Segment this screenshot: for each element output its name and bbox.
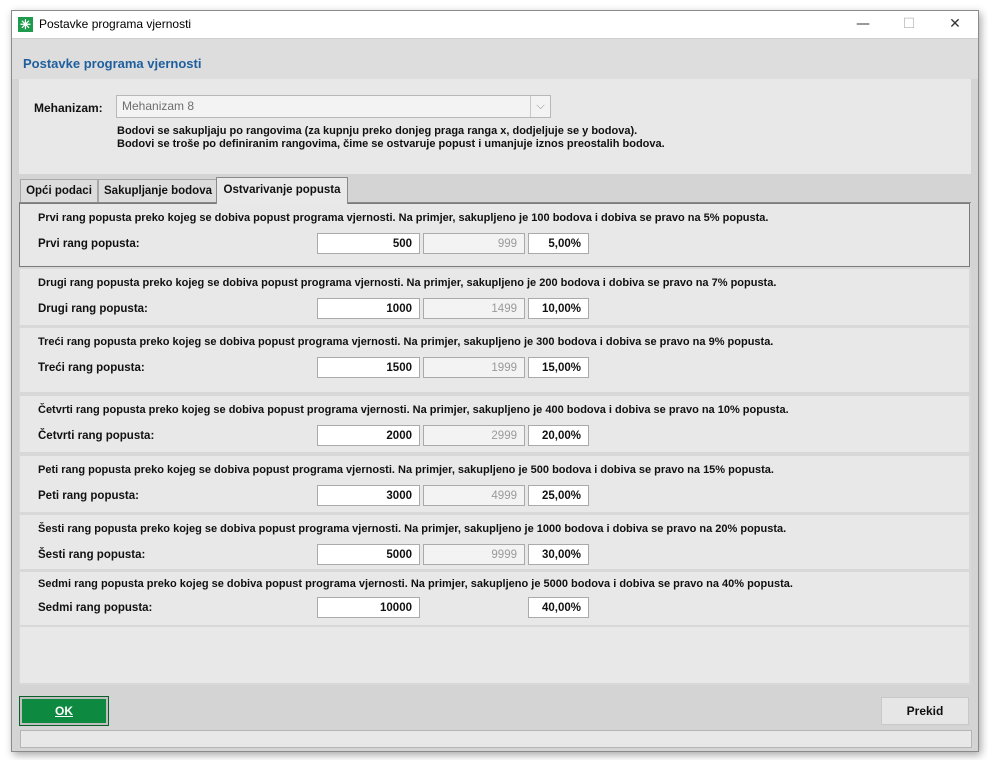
rank-percent-input[interactable]: 15,00% [528, 357, 589, 378]
rank-row-5 [20, 456, 969, 512]
rank-percent-input[interactable]: 10,00% [528, 298, 589, 319]
tab-general[interactable]: Opći podaci [20, 179, 98, 202]
rank-percent-input[interactable]: 5,00% [528, 233, 589, 254]
rank-label: Četvrti rang popusta: [38, 430, 155, 442]
rank-description: Sedmi rang popusta preko kojeg se dobiva popust programa vjernosti. Na primjer, sakupljeno je 5000 bodova i dobiva se pravo na 40% popusta. [38, 578, 793, 590]
rank-description: Šesti rang popusta preko kojeg se dobiva popust programa vjernosti. Na primjer, sakupljeno je 1000 bodova i dobiva se pravo na 20% popusta. [38, 523, 787, 535]
rank-percent-input[interactable]: 40,00% [528, 597, 589, 618]
rank-row-7 [20, 572, 969, 625]
rank-from-input[interactable]: 5000 [317, 544, 420, 565]
mechanism-value: Mehanizam 8 [122, 99, 195, 113]
rank-percent-input[interactable]: 20,00% [528, 425, 589, 446]
page-title: Postavke programa vjernosti [23, 56, 202, 71]
rank-to-input: 9999 [423, 544, 525, 565]
title-bar [12, 11, 978, 38]
chevron-down-icon[interactable]: ⌵ [530, 96, 550, 117]
rank-to-input: 2999 [423, 425, 525, 446]
discount-tab-panel [19, 202, 971, 685]
minimize-button[interactable]: — [856, 16, 870, 32]
rank-description: Četvrti rang popusta preko kojeg se dobiva popust programa vjernosti. Na primjer, sakupljeno je 400 bodova i dobiva se pravo na 10% popusta. [38, 404, 789, 416]
rank-percent-input[interactable]: 30,00% [528, 544, 589, 565]
rank-from-input[interactable]: 10000 [317, 597, 420, 618]
rank-from-input[interactable]: 1500 [317, 357, 420, 378]
rank-to-input: 1999 [423, 357, 525, 378]
rank-percent-input[interactable]: 25,00% [528, 485, 589, 506]
dialog-window [11, 10, 979, 752]
rank-description: Treći rang popusta preko kojeg se dobiva popust programa vjernosti. Na primjer, sakupljeno je 300 bodova i dobiva se pravo na 9% popusta. [38, 336, 774, 348]
rank-label: Šesti rang popusta: [38, 549, 146, 561]
rank-to-input: 1499 [423, 298, 525, 319]
rank-row-2 [20, 269, 969, 325]
rank-label: Prvi rang popusta: [38, 238, 140, 250]
mechanism-panel [19, 79, 971, 174]
rank-row-6 [20, 515, 969, 569]
rank-to-input: 4999 [423, 485, 525, 506]
mechanism-description-line1: Bodovi se sakupljaju po rangovima (za kupnju preko donjeg praga ranga x, dodjeljuje se y bodova). [117, 125, 638, 137]
mechanism-description-line2: Bodovi se troše po definiranim rangovima, čime se ostvaruje popust i umanjuje iznos preostalih bodova. [117, 138, 665, 150]
dialog-footer [12, 686, 978, 751]
rank-label: Treći rang popusta: [38, 362, 145, 374]
status-bar [20, 730, 972, 748]
rank-row-1 [19, 203, 970, 267]
rank-description: Peti rang popusta preko kojeg se dobiva popust programa vjernosti. Na primjer, sakupljeno je 500 bodova i dobiva se pravo na 15% popusta. [38, 464, 774, 476]
cancel-button[interactable]: Prekid [881, 697, 969, 725]
rank-row-4 [20, 396, 969, 452]
ok-button[interactable]: OK [20, 697, 108, 725]
rank-from-input[interactable]: 3000 [317, 485, 420, 506]
rank-description: Drugi rang popusta preko kojeg se dobiva popust programa vjernosti. Na primjer, sakupljeno je 200 bodova i dobiva se pravo na 7% popusta. [38, 277, 777, 289]
rank-row-3 [20, 328, 969, 392]
rank-from-input[interactable]: 2000 [317, 425, 420, 446]
app-icon: ✳ [18, 17, 33, 32]
rank-label: Drugi rang popusta: [38, 303, 148, 315]
tab-discount[interactable]: Ostvarivanje popusta [216, 177, 348, 204]
rank-label: Sedmi rang popusta: [38, 602, 153, 614]
empty-area [20, 627, 969, 683]
mechanism-select[interactable] [116, 95, 551, 118]
dialog-header [12, 38, 978, 79]
rank-label: Peti rang popusta: [38, 490, 139, 502]
rank-from-input[interactable]: 500 [317, 233, 420, 254]
mechanism-label: Mehanizam: [34, 101, 103, 115]
rank-description: Prvi rang popusta preko kojeg se dobiva popust programa vjernosti. Na primjer, sakupljeno je 100 bodova i dobiva se pravo na 5% popusta. [38, 212, 769, 224]
maximize-button: ☐ [902, 16, 916, 32]
tab-points-collection[interactable]: Sakupljanje bodova [98, 179, 218, 202]
rank-to-input: 999 [423, 233, 525, 254]
rank-from-input[interactable]: 1000 [317, 298, 420, 319]
close-button[interactable]: ✕ [949, 16, 961, 32]
window-title: Postavke programa vjernosti [39, 17, 192, 31]
